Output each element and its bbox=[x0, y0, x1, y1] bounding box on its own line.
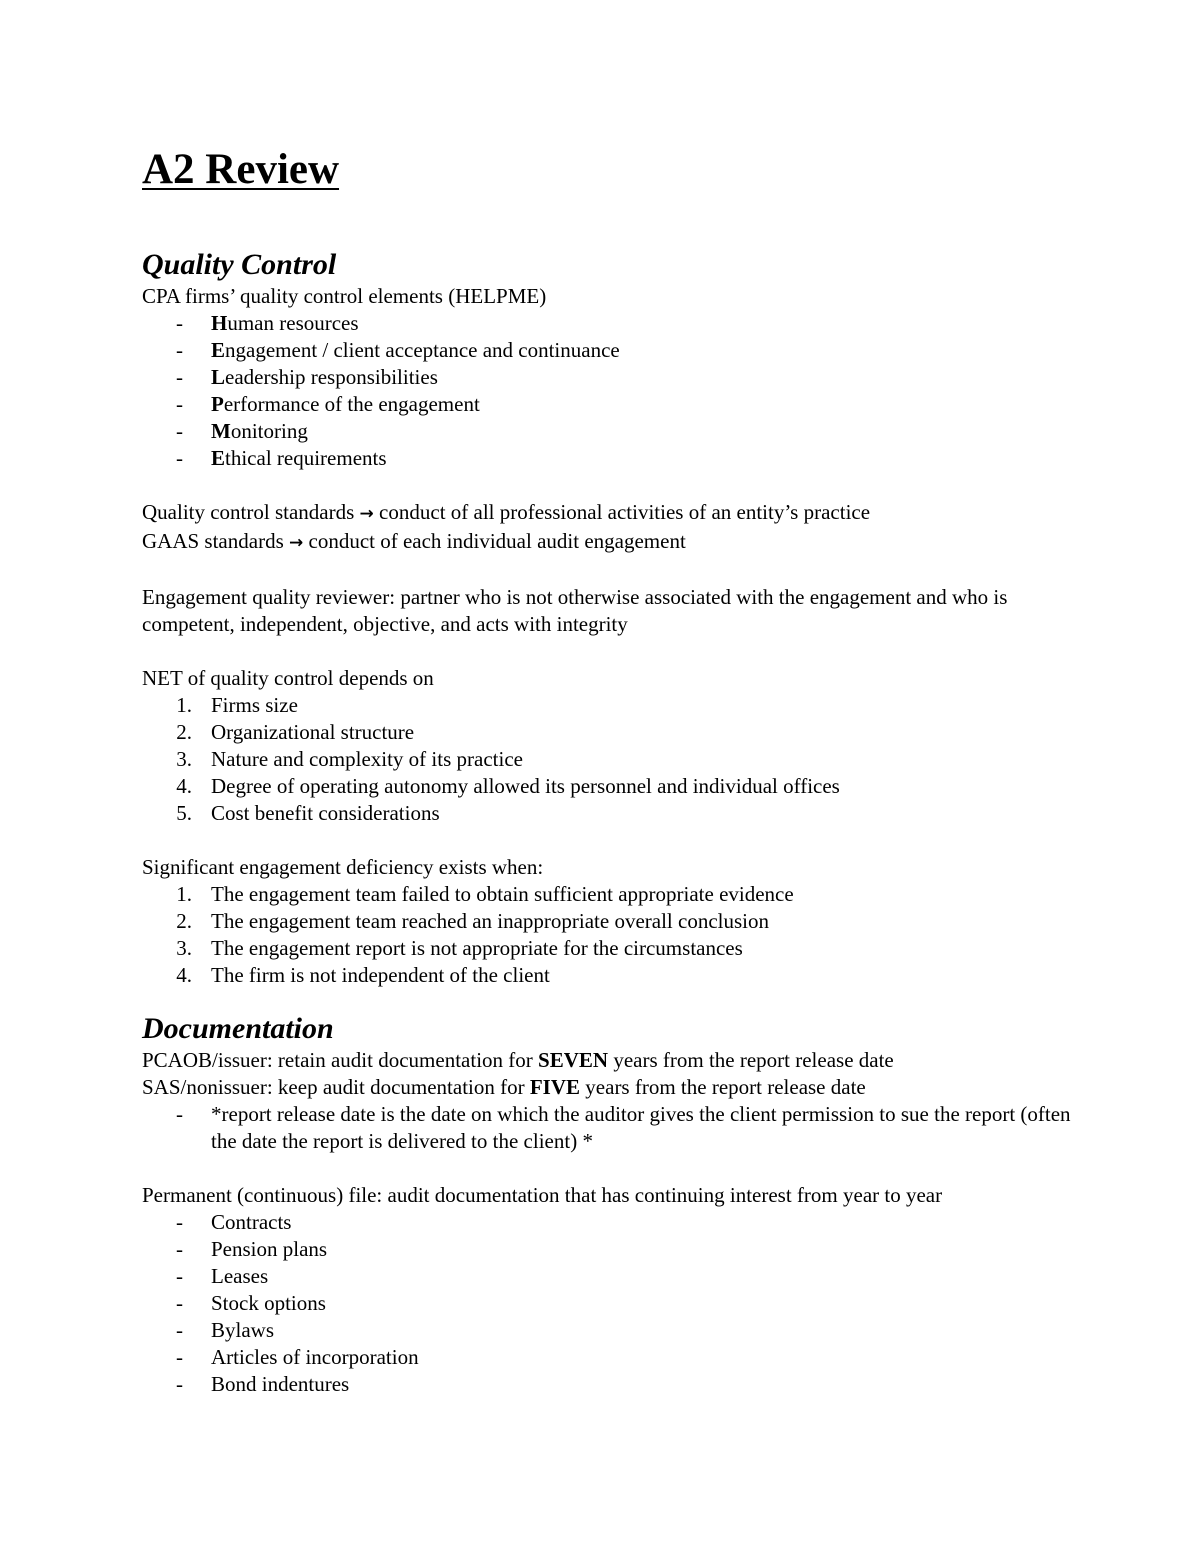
sas-retention bbox=[142, 1074, 1082, 1101]
number-marker: 3. bbox=[176, 936, 192, 960]
list-item bbox=[142, 310, 1082, 337]
dash-marker: - bbox=[176, 365, 183, 389]
standards-line-gaas bbox=[142, 528, 1082, 557]
number-marker: 4. bbox=[176, 963, 192, 987]
list-item bbox=[142, 881, 1082, 908]
deficiency-intro: Significant engagement deficiency exists when: bbox=[142, 855, 544, 879]
element-rest: thical requirements bbox=[225, 446, 387, 470]
list-item bbox=[142, 800, 1082, 827]
dash-marker: - bbox=[176, 1318, 183, 1342]
permanent-file-intro: Permanent (continuous) file: audit documentation that has continuing interest from year to year bbox=[142, 1183, 943, 1207]
list-item bbox=[142, 418, 1082, 445]
spacer bbox=[142, 638, 1082, 665]
permanent-file-list bbox=[142, 1209, 1082, 1398]
list-item bbox=[142, 1101, 1082, 1155]
dash-marker: - bbox=[176, 1345, 183, 1369]
retention-years: SEVEN bbox=[538, 1048, 609, 1072]
element-initial: M bbox=[211, 419, 231, 443]
list-item-text: Articles of incorporation bbox=[211, 1345, 419, 1369]
list-item bbox=[142, 746, 1082, 773]
element-initial: E bbox=[211, 446, 226, 470]
element-rest: uman resources bbox=[227, 311, 359, 335]
list-item bbox=[142, 391, 1082, 418]
list-item bbox=[142, 773, 1082, 800]
standard-name: GAAS standards bbox=[142, 529, 284, 553]
dash-marker: - bbox=[176, 1264, 183, 1288]
list-item bbox=[142, 1236, 1082, 1263]
list-item-text: Contracts bbox=[211, 1210, 292, 1234]
list-item bbox=[142, 364, 1082, 391]
retention-text: years from the report release date bbox=[580, 1075, 866, 1099]
list-item-text: Cost benefit considerations bbox=[211, 801, 440, 825]
release-note: *report release date is the date on which the auditor gives the client permission to sue the report (often the date the report is delivered to the client) * bbox=[211, 1102, 1071, 1153]
dash-marker: - bbox=[176, 311, 183, 335]
dash-marker: - bbox=[176, 446, 183, 470]
list-item bbox=[142, 1317, 1082, 1344]
dash-marker: - bbox=[176, 1291, 183, 1315]
standard-scope: conduct of each individual audit engagement bbox=[308, 529, 686, 553]
list-item bbox=[142, 692, 1082, 719]
list-item bbox=[142, 445, 1082, 472]
list-item bbox=[142, 1263, 1082, 1290]
dash-marker: - bbox=[176, 1102, 183, 1126]
dash-marker: - bbox=[176, 392, 183, 416]
element-initial: P bbox=[211, 392, 224, 416]
retention-text: PCAOB/issuer: retain audit documentation for bbox=[142, 1048, 539, 1072]
helpme-intro: CPA firms’ quality control elements (HELPME) bbox=[142, 284, 547, 308]
list-item-text: The firm is not independent of the client bbox=[211, 963, 550, 987]
spacer bbox=[142, 557, 1082, 584]
list-item-text: Nature and complexity of its practice bbox=[211, 747, 523, 771]
deficiency-list bbox=[142, 881, 1082, 989]
list-item bbox=[142, 962, 1082, 989]
list-item-text: Pension plans bbox=[211, 1237, 328, 1261]
dash-marker: - bbox=[176, 338, 183, 362]
spacer bbox=[142, 827, 1082, 854]
list-item-text: The engagement report is not appropriate for the circumstances bbox=[211, 936, 743, 960]
helpme-list bbox=[142, 310, 1082, 472]
spacer bbox=[142, 472, 1082, 499]
number-marker: 2. bbox=[176, 720, 192, 744]
list-item-text: Leases bbox=[211, 1264, 269, 1288]
section-heading-quality-control: Quality Control bbox=[142, 248, 337, 281]
section-heading-documentation: Documentation bbox=[142, 1012, 334, 1045]
standard-scope: conduct of all professional activities of an entity’s practice bbox=[379, 500, 871, 524]
number-marker: 1. bbox=[176, 693, 192, 717]
list-item bbox=[142, 719, 1082, 746]
list-item-text: Organizational structure bbox=[211, 720, 415, 744]
standard-name: Quality control standards bbox=[142, 500, 355, 524]
spacer bbox=[142, 1155, 1082, 1182]
dash-marker: - bbox=[176, 1237, 183, 1261]
list-item-text: Bond indentures bbox=[211, 1372, 350, 1396]
number-marker: 4. bbox=[176, 774, 192, 798]
list-item bbox=[142, 1209, 1082, 1236]
list-item bbox=[142, 337, 1082, 364]
reviewer-definition: Engagement quality reviewer: partner who is not otherwise associated with the engagement and who is competent, independent, objective, and acts with integrity bbox=[142, 585, 1008, 636]
arrow-right-icon: → bbox=[359, 504, 374, 524]
standards-line-quality-control bbox=[142, 499, 1082, 528]
list-item-text: Stock options bbox=[211, 1291, 326, 1315]
element-initial: L bbox=[211, 365, 226, 389]
document-page bbox=[142, 140, 1082, 1398]
pcaob-retention bbox=[142, 1047, 1082, 1074]
number-marker: 2. bbox=[176, 909, 192, 933]
element-rest: eadership responsibilities bbox=[225, 365, 438, 389]
number-marker: 3. bbox=[176, 747, 192, 771]
element-initial: E bbox=[211, 338, 226, 362]
release-note-list bbox=[142, 1101, 1082, 1155]
list-item-text: Firms size bbox=[211, 693, 298, 717]
net-list bbox=[142, 692, 1082, 827]
list-item-text: The engagement team reached an inappropriate overall conclusion bbox=[211, 909, 769, 933]
dash-marker: - bbox=[176, 1210, 183, 1234]
list-item bbox=[142, 1371, 1082, 1398]
list-item bbox=[142, 1290, 1082, 1317]
number-marker: 1. bbox=[176, 882, 192, 906]
net-intro: NET of quality control depends on bbox=[142, 666, 434, 690]
retention-text: SAS/nonissuer: keep audit documentation for bbox=[142, 1075, 530, 1099]
element-initial: H bbox=[211, 311, 228, 335]
element-rest: erformance of the engagement bbox=[223, 392, 480, 416]
retention-text: years from the report release date bbox=[608, 1048, 894, 1072]
page-title: A2 Review bbox=[142, 146, 340, 193]
retention-years: FIVE bbox=[529, 1075, 581, 1099]
list-item bbox=[142, 1344, 1082, 1371]
dash-marker: - bbox=[176, 419, 183, 443]
dash-marker: - bbox=[176, 1372, 183, 1396]
list-item bbox=[142, 935, 1082, 962]
element-rest: onitoring bbox=[230, 419, 308, 443]
list-item-text: Bylaws bbox=[211, 1318, 274, 1342]
number-marker: 5. bbox=[176, 801, 192, 825]
element-rest: ngagement / client acceptance and continuance bbox=[225, 338, 620, 362]
list-item-text: Degree of operating autonomy allowed its personnel and individual offices bbox=[211, 774, 840, 798]
list-item-text: The engagement team failed to obtain sufficient appropriate evidence bbox=[211, 882, 794, 906]
list-item bbox=[142, 908, 1082, 935]
arrow-right-icon: → bbox=[289, 533, 304, 553]
